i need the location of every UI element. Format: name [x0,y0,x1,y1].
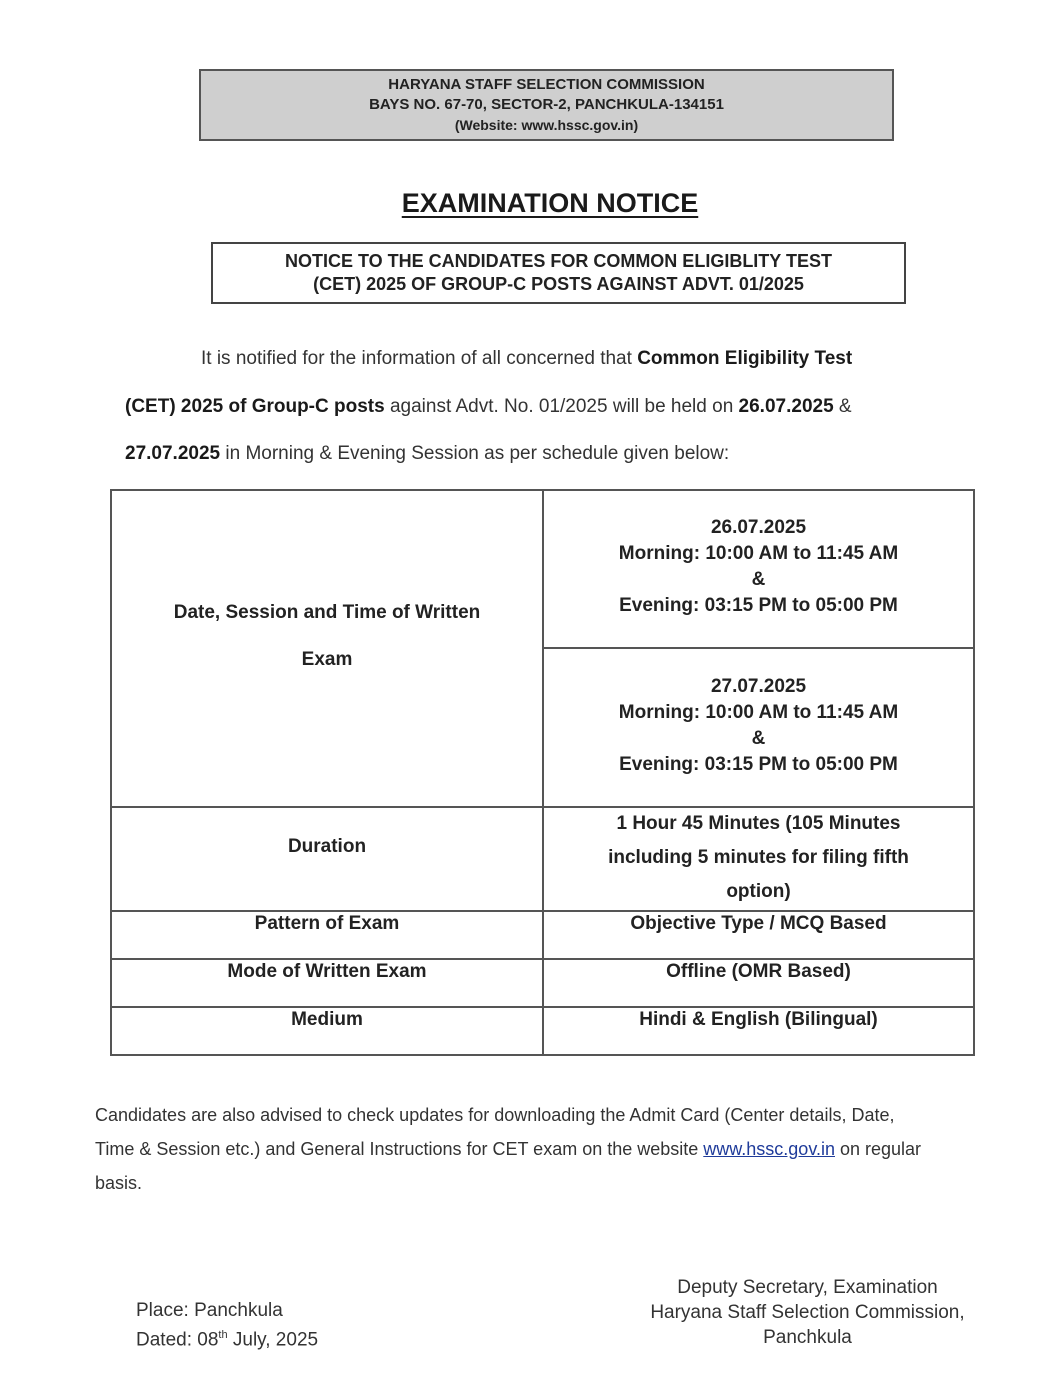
notice-line-2: (CET) 2025 OF GROUP-C POSTS AGAINST ADVT. 01/2025 [313,274,804,294]
intro-bold-date: 26.07.2025 [738,396,834,417]
schedule-day-2 [544,674,973,778]
duration-text: including 5 minutes for filing fifth [608,847,909,868]
advisory-line [95,1132,1025,1166]
advisory-paragraph [95,1098,1025,1200]
morning-session: Morning: 10:00 AM to 11:45 AM [618,702,899,723]
row-label-text: Exam [301,649,353,670]
medium-value: Hindi & English (Bilingual) [639,1009,878,1030]
duration-value [544,807,973,909]
advisory-line: Candidates are also advised to check updates for downloading the Admit Card (Center details, Date, [95,1105,895,1125]
intro-text: It is notified for the information of all concerned that [201,348,638,369]
org-name: HARYANA STAFF SELECTION COMMISSION [388,76,705,93]
intro-bold: Common Eligibility Test [637,348,853,369]
page-title [0,188,1052,219]
intro-bold: (CET) 2025 of Group-C posts [125,396,385,417]
intro-bold-date: 27.07.2025 [125,443,221,464]
header-box [199,69,894,141]
duration-text: 1 Hour 45 Minutes (105 Minutes [616,813,901,834]
signatory-place: Panchkula [763,1327,852,1348]
schedule-day-1 [544,515,973,619]
intro-text: against Advt. No. 01/2025 will be held on [384,396,739,417]
row-label-duration: Duration [287,836,367,857]
advisory-line: basis. [95,1173,143,1193]
pattern-value: Objective Type / MCQ Based [630,913,887,934]
signatory-org: Haryana Staff Selection Commission, [650,1302,965,1323]
place-date-block [136,1298,318,1352]
table-day-divider [542,647,975,649]
website-link[interactable]: www.hssc.gov.in [703,1139,835,1159]
intro-line-2 [125,396,852,418]
evening-session: Evening: 03:15 PM to 05:00 PM [619,754,898,775]
day-date: 26.07.2025 [710,517,807,538]
duration-text: option) [726,881,791,902]
row-label-pattern: Pattern of Exam [254,913,400,934]
intro-text: & [833,396,852,417]
evening-session: Evening: 03:15 PM to 05:00 PM [619,595,898,616]
notice-line-1: NOTICE TO THE CANDIDATES FOR COMMON ELIGIBLITY TEST [284,251,832,271]
session-separator: & [751,728,766,749]
dated-part: Dated: 08 [136,1329,219,1351]
signatory-title: Deputy Secretary, Examination [677,1277,938,1298]
session-separator: & [751,569,766,590]
signature-block [630,1275,985,1350]
org-website: (Website: www.hssc.gov.in) [454,117,639,133]
mode-value: Offline (OMR Based) [666,961,851,982]
row-label-date-session [112,600,542,673]
intro-line-3 [125,443,729,465]
place-text: Place: Panchkula [136,1300,283,1321]
notice-subject-box [211,242,906,304]
dated-part: July, 2025 [227,1329,319,1351]
intro-text: in Morning & Evening Session as per schedule given below: [220,443,730,464]
morning-session: Morning: 10:00 AM to 11:45 AM [618,543,899,564]
page-title-text: EXAMINATION NOTICE [401,188,699,218]
row-label-mode: Mode of Written Exam [227,961,427,982]
intro-line-1 [201,348,852,370]
advisory-text: Time & Session etc.) and General Instructions for CET exam on the website [95,1139,704,1159]
row-label-text: Date, Session and Time of Written [173,602,481,623]
table-border-right [973,489,975,1056]
dated-text [136,1323,318,1352]
org-address: BAYS NO. 67-70, SECTOR-2, PANCHKULA-134151 [369,96,724,113]
day-date: 27.07.2025 [710,676,807,697]
row-label-medium: Medium [291,1009,363,1030]
advisory-text: on regular [835,1139,922,1159]
dated-sup: th [218,1329,228,1341]
